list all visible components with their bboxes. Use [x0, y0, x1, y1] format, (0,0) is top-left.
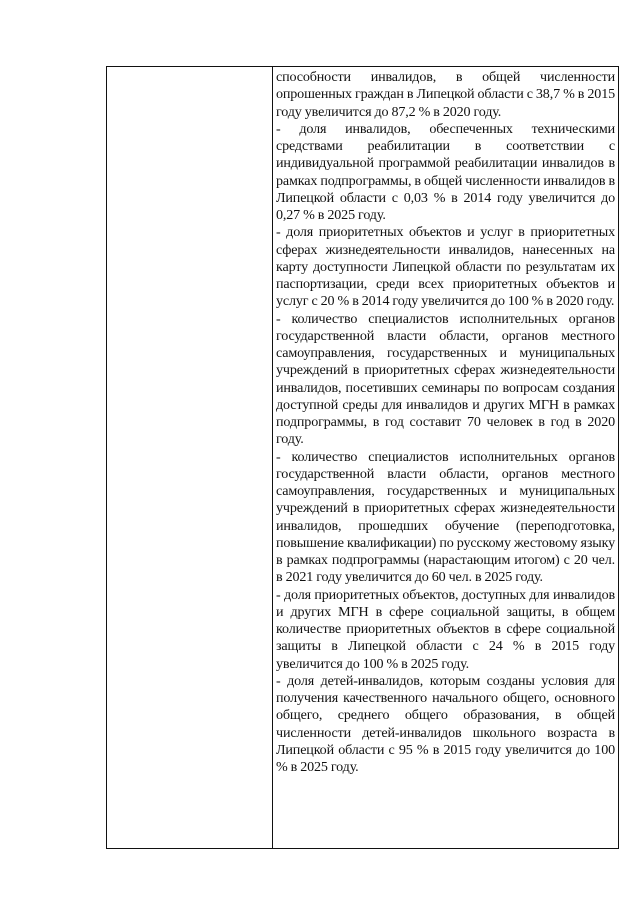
list-item: - доля детей-инвалидов, которым созданы условия для получения качественного начального общего, основного общего, среднего общего образования, в общей численности детей-инвалидов школьного возраста в Липецкой области с 95 % в 2015 году увеличится до 100 % в 2025 году. — [276, 672, 615, 775]
paragraph-continuation: способности инвалидов, в общей численности опрошенных граждан в Липецкой области с 38,7 % в 2015 году увеличится до 87,2 % в 2020 году. — [276, 69, 615, 120]
indicators-table — [106, 66, 619, 849]
list-item: - количество специалистов исполнительных органов государственной власти области, органов местного самоуправления, государственных и муниципальных учреждений в приоритетных сферах жизнедеятельности инвалидов, посетивших семинары по вопросам создания доступной среды для инвалидов и других МГН в рамках подпрограммы, в год составит 70 человек в год в 2020 году. — [276, 310, 615, 448]
list-item: - доля инвалидов, обеспеченных техническими средствами реабилитации в соответствии с индивидуальной программой реабилитации инвалидов в рамках подпрограммы, в общей численности инвалидов в Липецкой области с 0,03 % в 2014 году увеличится до 0,27 % в 2025 году. — [276, 120, 615, 223]
table-right-cell — [273, 67, 618, 848]
list-item: - количество специалистов исполнительных органов государственной власти области, органов местного самоуправления, государственных и муниципальных учреждений в приоритетных сферах жизнедеятельности инвалидов, прошедших обучение (переподготовка, повышение квалификации) по русскому жестовому языку в рамках подпрограммы (нарастающим итогом) с 20 чел. в 2021 году увеличится до 60 чел. в 2025 году. — [276, 448, 615, 586]
list-item: - доля приоритетных объектов, доступных для инвалидов и других МГН в сфере социальной защиты, в общем количестве приоритетных объектов в сфере социальной защиты в Липецкой области с 24 % в 2015 году увеличится до 100 % в 2025 году. — [276, 586, 615, 672]
list-item: - доля приоритетных объектов и услуг в приоритетных сферах жизнедеятельности инвалидов, нанесенных на карту доступности Липецкой области по результатам их паспортизации, среди всех приоритетных объектов и услуг с 20 % в 2014 году увеличится до 100 % в 2020 году. — [276, 224, 615, 310]
table-left-cell — [107, 67, 273, 848]
